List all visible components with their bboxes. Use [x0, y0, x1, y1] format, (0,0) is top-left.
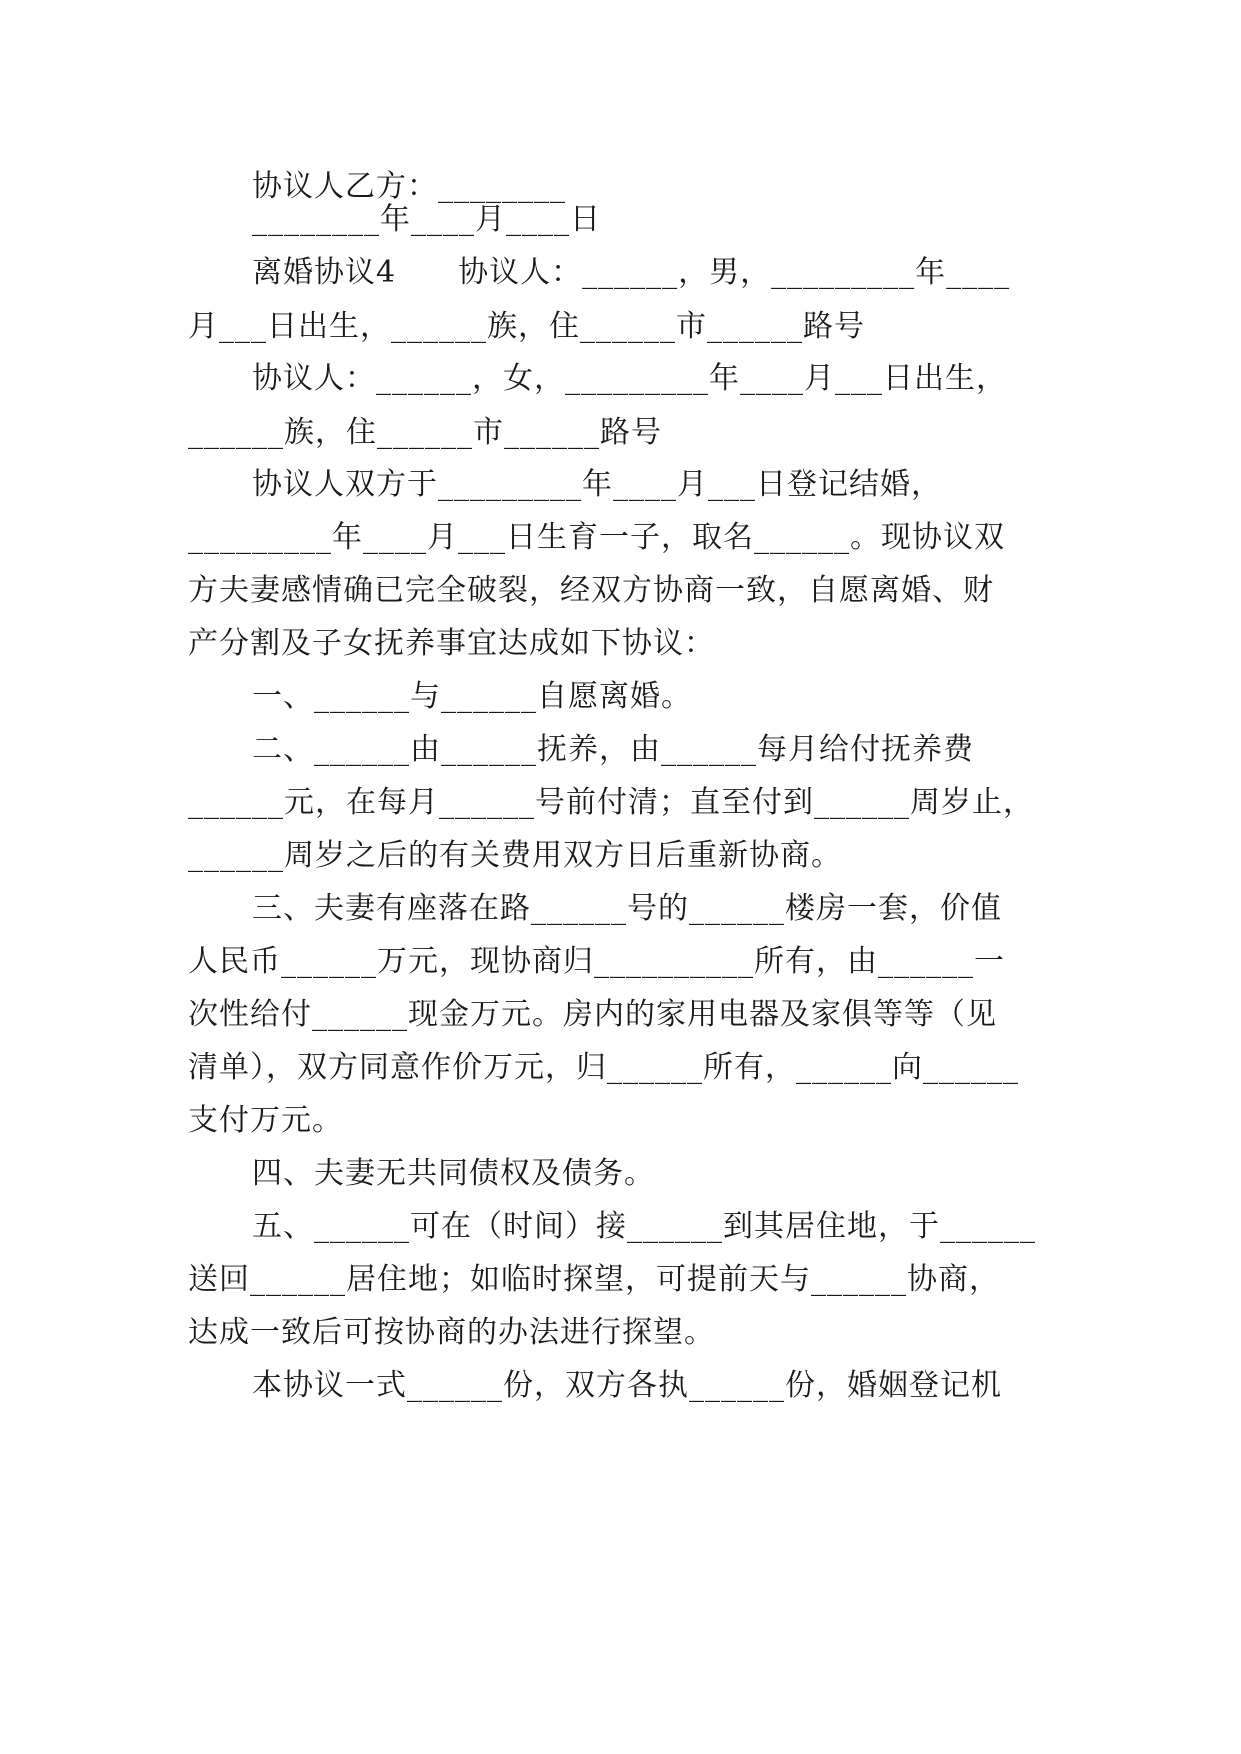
text-line: 送回______居住地；如临时探望，可提前天与______协商，: [188, 1262, 1000, 1297]
text-line: 达成一致后可按协商的办法进行探望。: [188, 1315, 715, 1350]
text-line: 协议人：______，女，_________年____月___日出生，: [252, 361, 1007, 396]
text-line: 月___日出生，______族，住______市______路号: [188, 309, 865, 344]
text-line: 人民币______万元，现协商归__________所有，由______一: [188, 944, 1005, 979]
text-line: ______族，住______市______路号: [188, 415, 662, 450]
text-line: 协议人乙方：________: [252, 169, 566, 204]
text-line: 三、夫妻有座落在路______号的______楼房一套，价值: [252, 891, 1002, 926]
text-line: 五、______可在（时间）接______到其居住地，于______: [252, 1209, 1036, 1244]
text-line: 次性给付______现金万元。房内的家用电器及家俱等等（见: [188, 997, 997, 1032]
text-line: 本协议一式______份，双方各执______份，婚姻登记机: [252, 1368, 1002, 1403]
text-line: 方夫妻感情确已完全破裂，经双方协商一致，自愿离婚、财: [188, 573, 994, 608]
text-line: 离婚协议4 协议人：______，男，_________年____: [252, 255, 1011, 290]
text-line: ______周岁之后的有关费用双方日后重新协商。: [188, 838, 842, 873]
text-line: 一、______与______自愿离婚。: [252, 679, 692, 714]
text-line: ______元，在每月______号前付清；直至付到______周岁止，: [188, 785, 1034, 820]
text-line: 协议人双方于_________年____月___日登记结婚，: [252, 467, 942, 502]
text-line: ________年____月____日: [252, 202, 601, 237]
text-line: 清单），双方同意作价万元，归______所有，______向______: [188, 1050, 1019, 1085]
text-line: _________年____月___日生育一子，取名______。现协议双: [188, 520, 1005, 555]
text-line: 四、夫妻无共同债权及债务。: [252, 1156, 655, 1191]
text-line: 产分割及子女抚养事宜达成如下协议：: [188, 626, 715, 661]
text-line: 支付万元。: [188, 1103, 343, 1138]
text-line: 二、______由______抚养，由______每月给付抚养费: [252, 732, 974, 767]
